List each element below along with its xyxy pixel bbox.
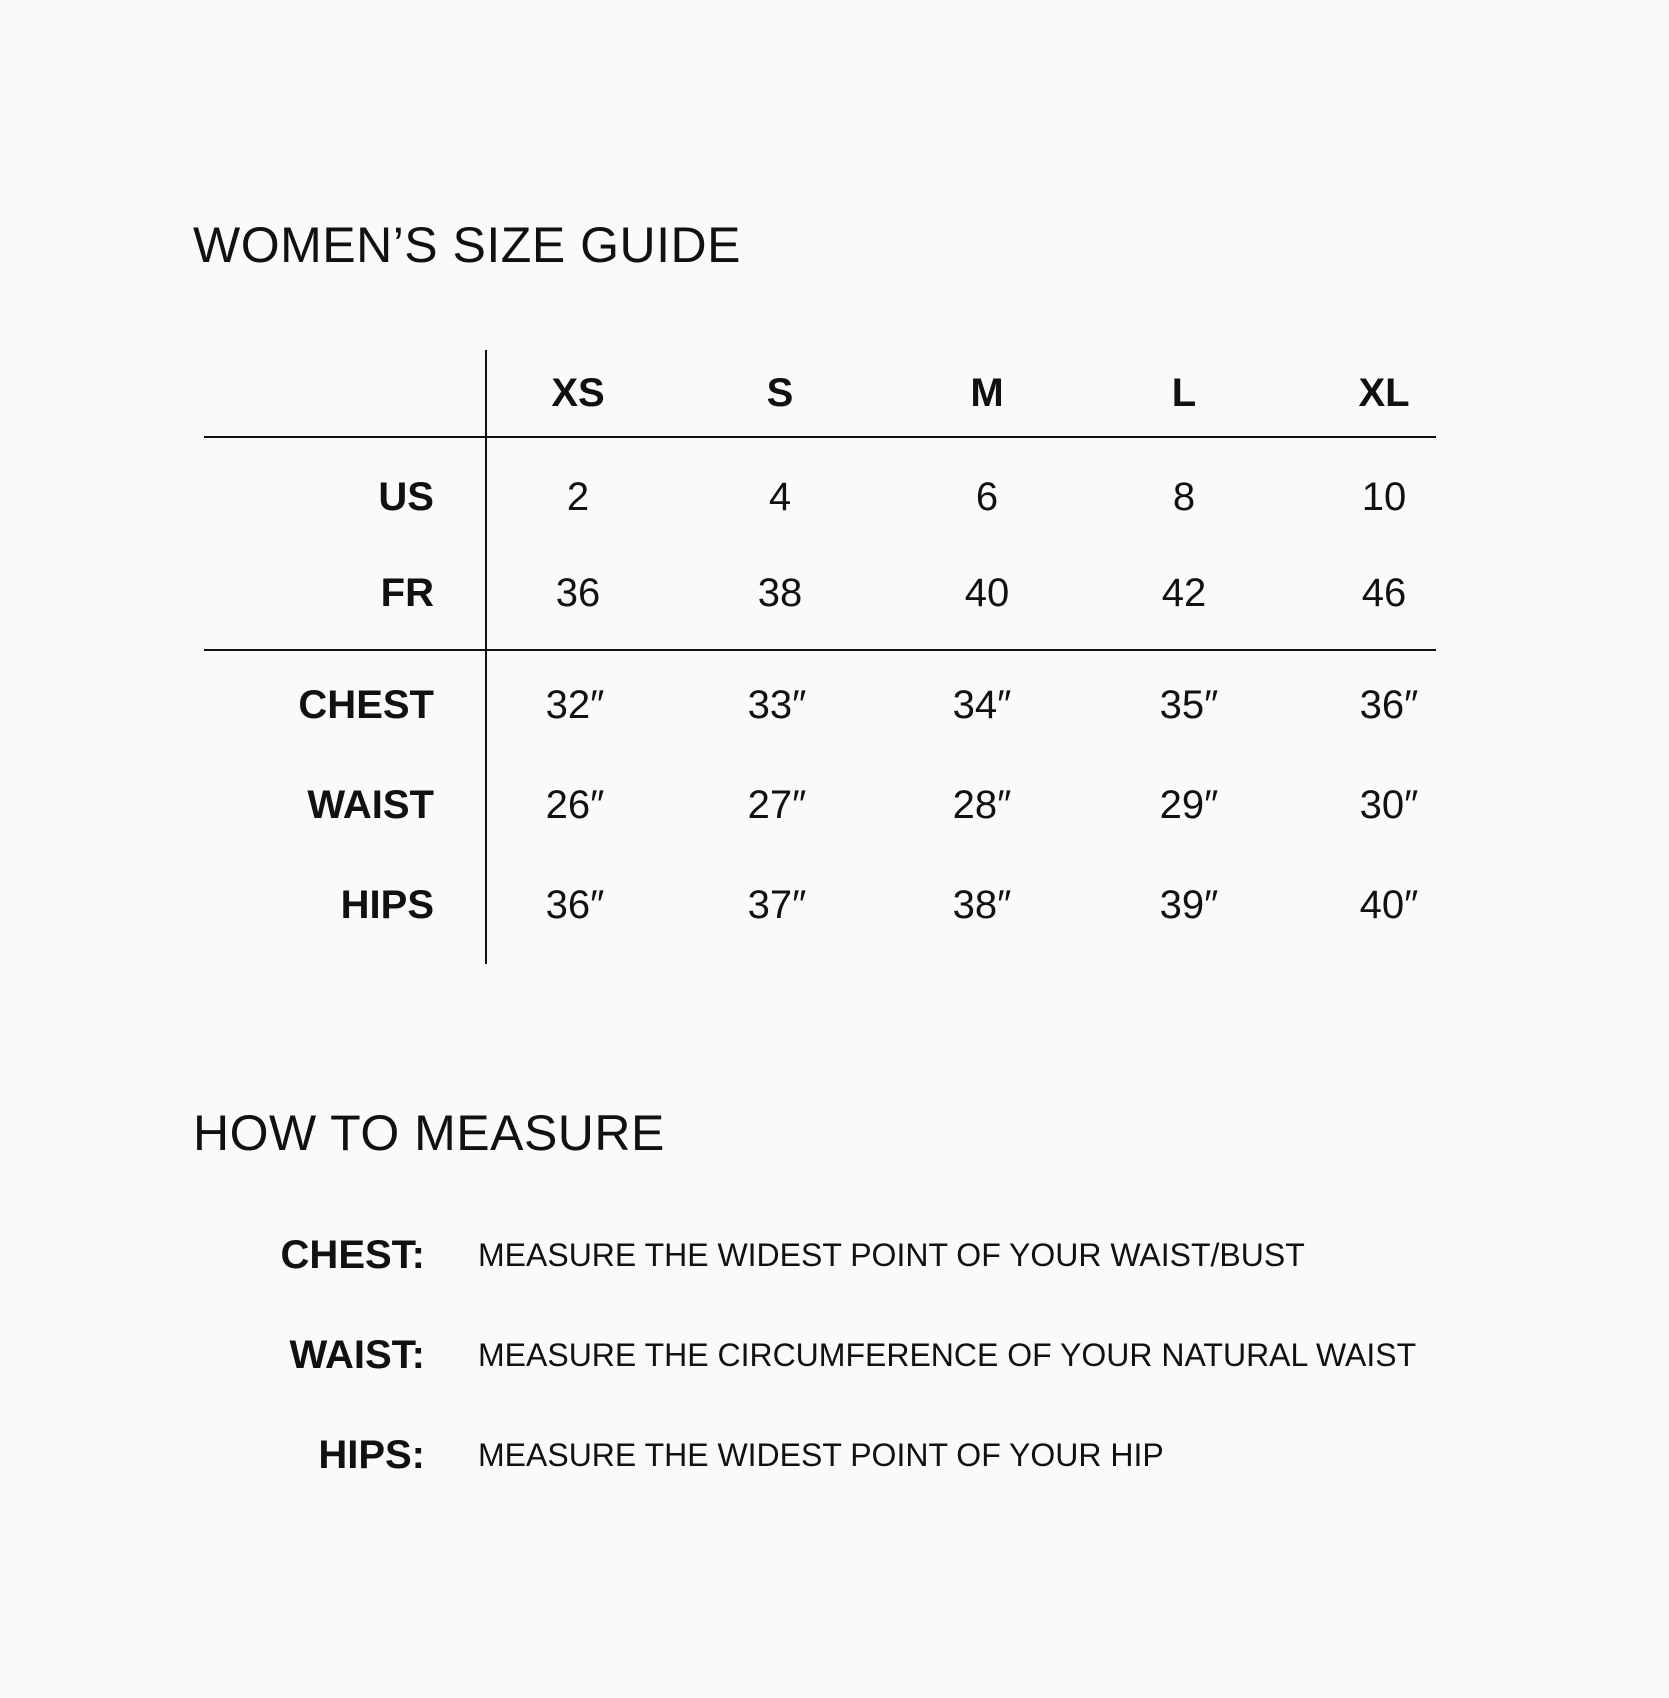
table-cell: 2 xyxy=(566,475,590,519)
size-header-m: M xyxy=(970,371,1004,415)
instruction-waist xyxy=(240,1325,1540,1385)
table-cell: 32″ xyxy=(545,683,605,727)
table-cell: 42 xyxy=(1161,571,1207,615)
table-cell: 36″ xyxy=(545,883,605,927)
instruction-label: HIPS: xyxy=(318,1433,425,1477)
table-row-fr xyxy=(204,563,1436,623)
instruction-text: MEASURE THE CIRCUMFERENCE OF YOUR NATURAL WAIST xyxy=(478,1337,1417,1373)
table-cell: 36 xyxy=(555,571,601,615)
table-cell: 28″ xyxy=(952,783,1012,827)
table-row-waist xyxy=(204,775,1436,835)
row-label-fr: FR xyxy=(380,571,434,615)
table-header-divider xyxy=(204,436,1436,438)
instruction-text: MEASURE THE WIDEST POINT OF YOUR WAIST/BUST xyxy=(478,1237,1305,1273)
size-header-l: L xyxy=(1171,371,1197,415)
table-cell: 37″ xyxy=(747,883,807,927)
table-cell: 6 xyxy=(975,475,999,519)
table-cell: 46 xyxy=(1361,571,1407,615)
how-to-measure-title: HOW TO MEASURE xyxy=(193,1105,665,1161)
instruction-label: CHEST: xyxy=(280,1233,425,1277)
table-cell: 38 xyxy=(757,571,803,615)
size-header-row xyxy=(204,363,1436,423)
instruction-text: MEASURE THE WIDEST POINT OF YOUR HIP xyxy=(478,1437,1164,1473)
table-cell: 4 xyxy=(768,475,792,519)
size-header-xs: XS xyxy=(551,371,605,415)
table-cell: 10 xyxy=(1361,475,1407,519)
table-cell: 39″ xyxy=(1159,883,1219,927)
table-row-us xyxy=(204,467,1436,527)
size-table xyxy=(204,350,1436,964)
size-header-xl: XL xyxy=(1358,371,1410,415)
size-guide-title: WOMEN’S SIZE GUIDE xyxy=(193,217,741,273)
table-cell: 8 xyxy=(1172,475,1196,519)
row-label-us: US xyxy=(378,475,434,519)
table-row-hips xyxy=(204,875,1436,935)
table-cell: 40″ xyxy=(1359,883,1419,927)
row-label-chest: CHEST xyxy=(298,683,434,727)
row-label-hips: HIPS xyxy=(340,883,434,927)
table-cell: 34″ xyxy=(952,683,1012,727)
table-vertical-divider xyxy=(485,350,487,964)
instruction-chest xyxy=(240,1225,1540,1285)
table-row-chest xyxy=(204,675,1436,735)
table-cell: 36″ xyxy=(1359,683,1419,727)
table-cell: 30″ xyxy=(1359,783,1419,827)
instruction-label: WAIST: xyxy=(289,1333,425,1377)
table-cell: 35″ xyxy=(1159,683,1219,727)
table-cell: 40 xyxy=(964,571,1010,615)
instruction-hips xyxy=(240,1425,1540,1485)
table-section-divider xyxy=(204,649,1436,651)
table-cell: 26″ xyxy=(545,783,605,827)
table-cell: 27″ xyxy=(747,783,807,827)
row-label-waist: WAIST xyxy=(307,783,434,827)
table-cell: 29″ xyxy=(1159,783,1219,827)
table-cell: 38″ xyxy=(952,883,1012,927)
table-cell: 33″ xyxy=(747,683,807,727)
size-header-s: S xyxy=(766,371,794,415)
